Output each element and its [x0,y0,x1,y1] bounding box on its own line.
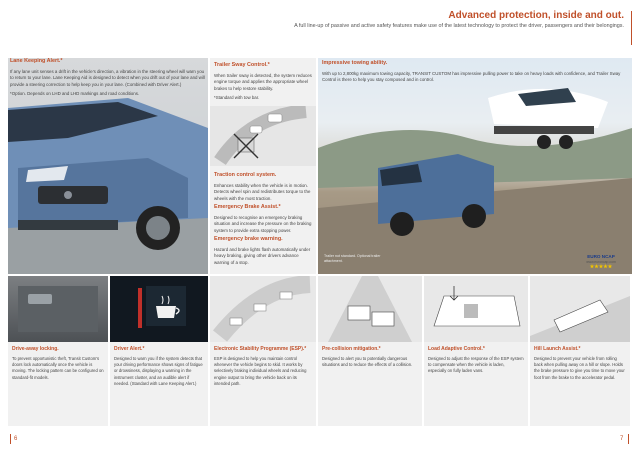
traction-heading: Traction control system. [214,172,277,178]
load-adaptive-image [424,276,528,342]
drive-away-locking-heading: Drive-away locking. [12,346,59,352]
emergency-brake-warning-heading: Emergency brake warning. [214,236,283,242]
load-adaptive-heading: Load Adaptive Control.* [428,346,485,352]
ncap-line1: EURO [587,254,601,259]
drive-away-locking-image [8,276,108,342]
feature-driver-alert [110,276,208,426]
traction-body: Enhances stability when the vehicle is in motion. Detects wheel spin and redistributes torque to the wheels with the most traction. [214,182,311,201]
towing-body: With up to 2,800kg maximum towing capacity, TRANSIT CUSTOM has impressive pulling power to take on heavy loads with confidence, and Trailer Sway Control is there to help you stay composed and in control. [322,70,621,83]
towing-photo [318,58,632,274]
driver-alert-image [110,276,208,342]
emergency-brake-warning-section [214,236,312,266]
safety-features-panel [210,58,316,274]
page-left-bar [10,434,11,444]
emergency-brake-assist-body: Designed to recognise an emergency braking situation and increase the pressure on the braking system to provide extra stopping power. [214,214,312,233]
page-right-bar [628,434,629,444]
ncap-stars: ★★★★★ [589,263,613,270]
trailer-sway-body: When trailer sway is detected, the system reduces engine torque and applies the appropriate wheel brakes to help restore stability. [214,72,312,91]
driver-alert-heading: Driver Alert.* [114,346,145,352]
coffee-cup-icon [110,276,208,342]
euro-ncap-logo [576,254,626,270]
ncap-url: www.euroncap.com [586,259,616,264]
hill-launch-body: Designed to prevent your vehicle from rolling back when pulling away on a hill or slope. Holds the brake pressure to give you time to move your foot from the brake to the accelerator pedal. [534,356,625,380]
traction-section [214,172,312,202]
photo-caption: Trailer not standard. Optional trailer attachment. [324,254,381,263]
hill-launch-caption [534,346,626,381]
ncap-line2: NCAP [601,254,615,259]
hill-launch-image [530,276,630,342]
emergency-brake-assist-section [214,204,312,234]
load-adaptive-diagram [424,276,528,342]
lane-keeping-section [10,58,206,97]
lane-keeping-body: If any lane unit senses a drift in the vehicle's direction, a vibration in the steering wheel will warn you to return to your lane. Lane Keeping Aid is designed to detect when you drift out of your lane and will provide a steering correction to help keep you in your lane. (Combined with Driver Alert.) [10,68,205,87]
page-title: Advanced protection, inside and out. [448,10,624,21]
esp-diagram [210,276,316,342]
drive-away-locking-body: To prevent opportunistic theft, Transit Custom's doors lock automatically once the vehicle is moving. The locking pattern can be configured on standard-fit models. [12,356,104,380]
emergency-brake-warning-body: Hazard and brake lights flash automatically under heavy braking, giving other drivers advance warning of a stop. [214,246,311,265]
pre-collision-diagram [318,276,422,342]
page-subtitle: A full line-up of passive and active safety features make use of the latest technology to protect the driver, passengers and their belongings. [294,23,624,29]
esp-caption [214,346,312,387]
feature-pre-collision [318,276,422,426]
esp-image [210,276,316,342]
page-header [294,10,624,30]
lane-keeping-heading: Lane Keeping Alert.* [10,58,63,64]
drive-away-locking-caption [12,346,104,381]
esp-body: ESP is designed to help you maintain control whenever the vehicle begins to skid. It works by selectively braking individual wheels and reducing engine output to bring the vehicle back on its intended path. [214,356,307,386]
pre-collision-image [318,276,422,342]
towing-heading: Impressive towing ability. [322,60,388,66]
page-number-left: 6 [14,436,18,442]
load-adaptive-caption [428,346,524,375]
driver-alert-caption [114,346,204,387]
feature-hill-launch [530,276,630,426]
feature-drive-away-locking [8,276,108,426]
trailer-sway-section [214,62,312,101]
header-accent-bar [631,11,632,45]
trailer-sway-heading: Trailer Sway Control.* [214,62,270,68]
load-adaptive-body: Designed to adjust the response of the ESP system to compensate when the vehicle is laden, especially on fully laden vans. [428,356,524,374]
pre-collision-body: Designed to alert you to potentially dangerous situations and to reduce the effects of a collision. [322,356,413,368]
lane-keeping-note: *Option. Depends on LHD and LHD markings and road conditions. [10,90,140,96]
trailer-sway-diagram [210,106,316,166]
driver-alert-body: Designed to warn you if the system detects that your driving performance shows signs of fatigue or drowsiness, displaying a warning in the instrument cluster, and an audible alert if needed. (Standard with Lane Keeping Alert.) [114,356,203,386]
trailer-sway-note: *Standard with tow bar. [214,94,260,100]
pre-collision-heading: Pre-collision mitigation.* [322,346,381,352]
esp-heading: Electronic Stability Programme (ESP).* [214,346,307,352]
page-number-right: 7 [620,436,624,442]
emergency-brake-assist-heading: Emergency Brake Assist.* [214,204,281,210]
pre-collision-caption [322,346,418,368]
feature-load-adaptive [424,276,528,426]
towing-illustration [318,58,632,274]
towing-section [322,60,628,84]
hill-launch-diagram [530,276,630,342]
door-lock-illustration [8,276,108,342]
feature-esp [210,276,316,426]
hill-launch-heading: Hill Launch Assist.* [534,346,581,352]
